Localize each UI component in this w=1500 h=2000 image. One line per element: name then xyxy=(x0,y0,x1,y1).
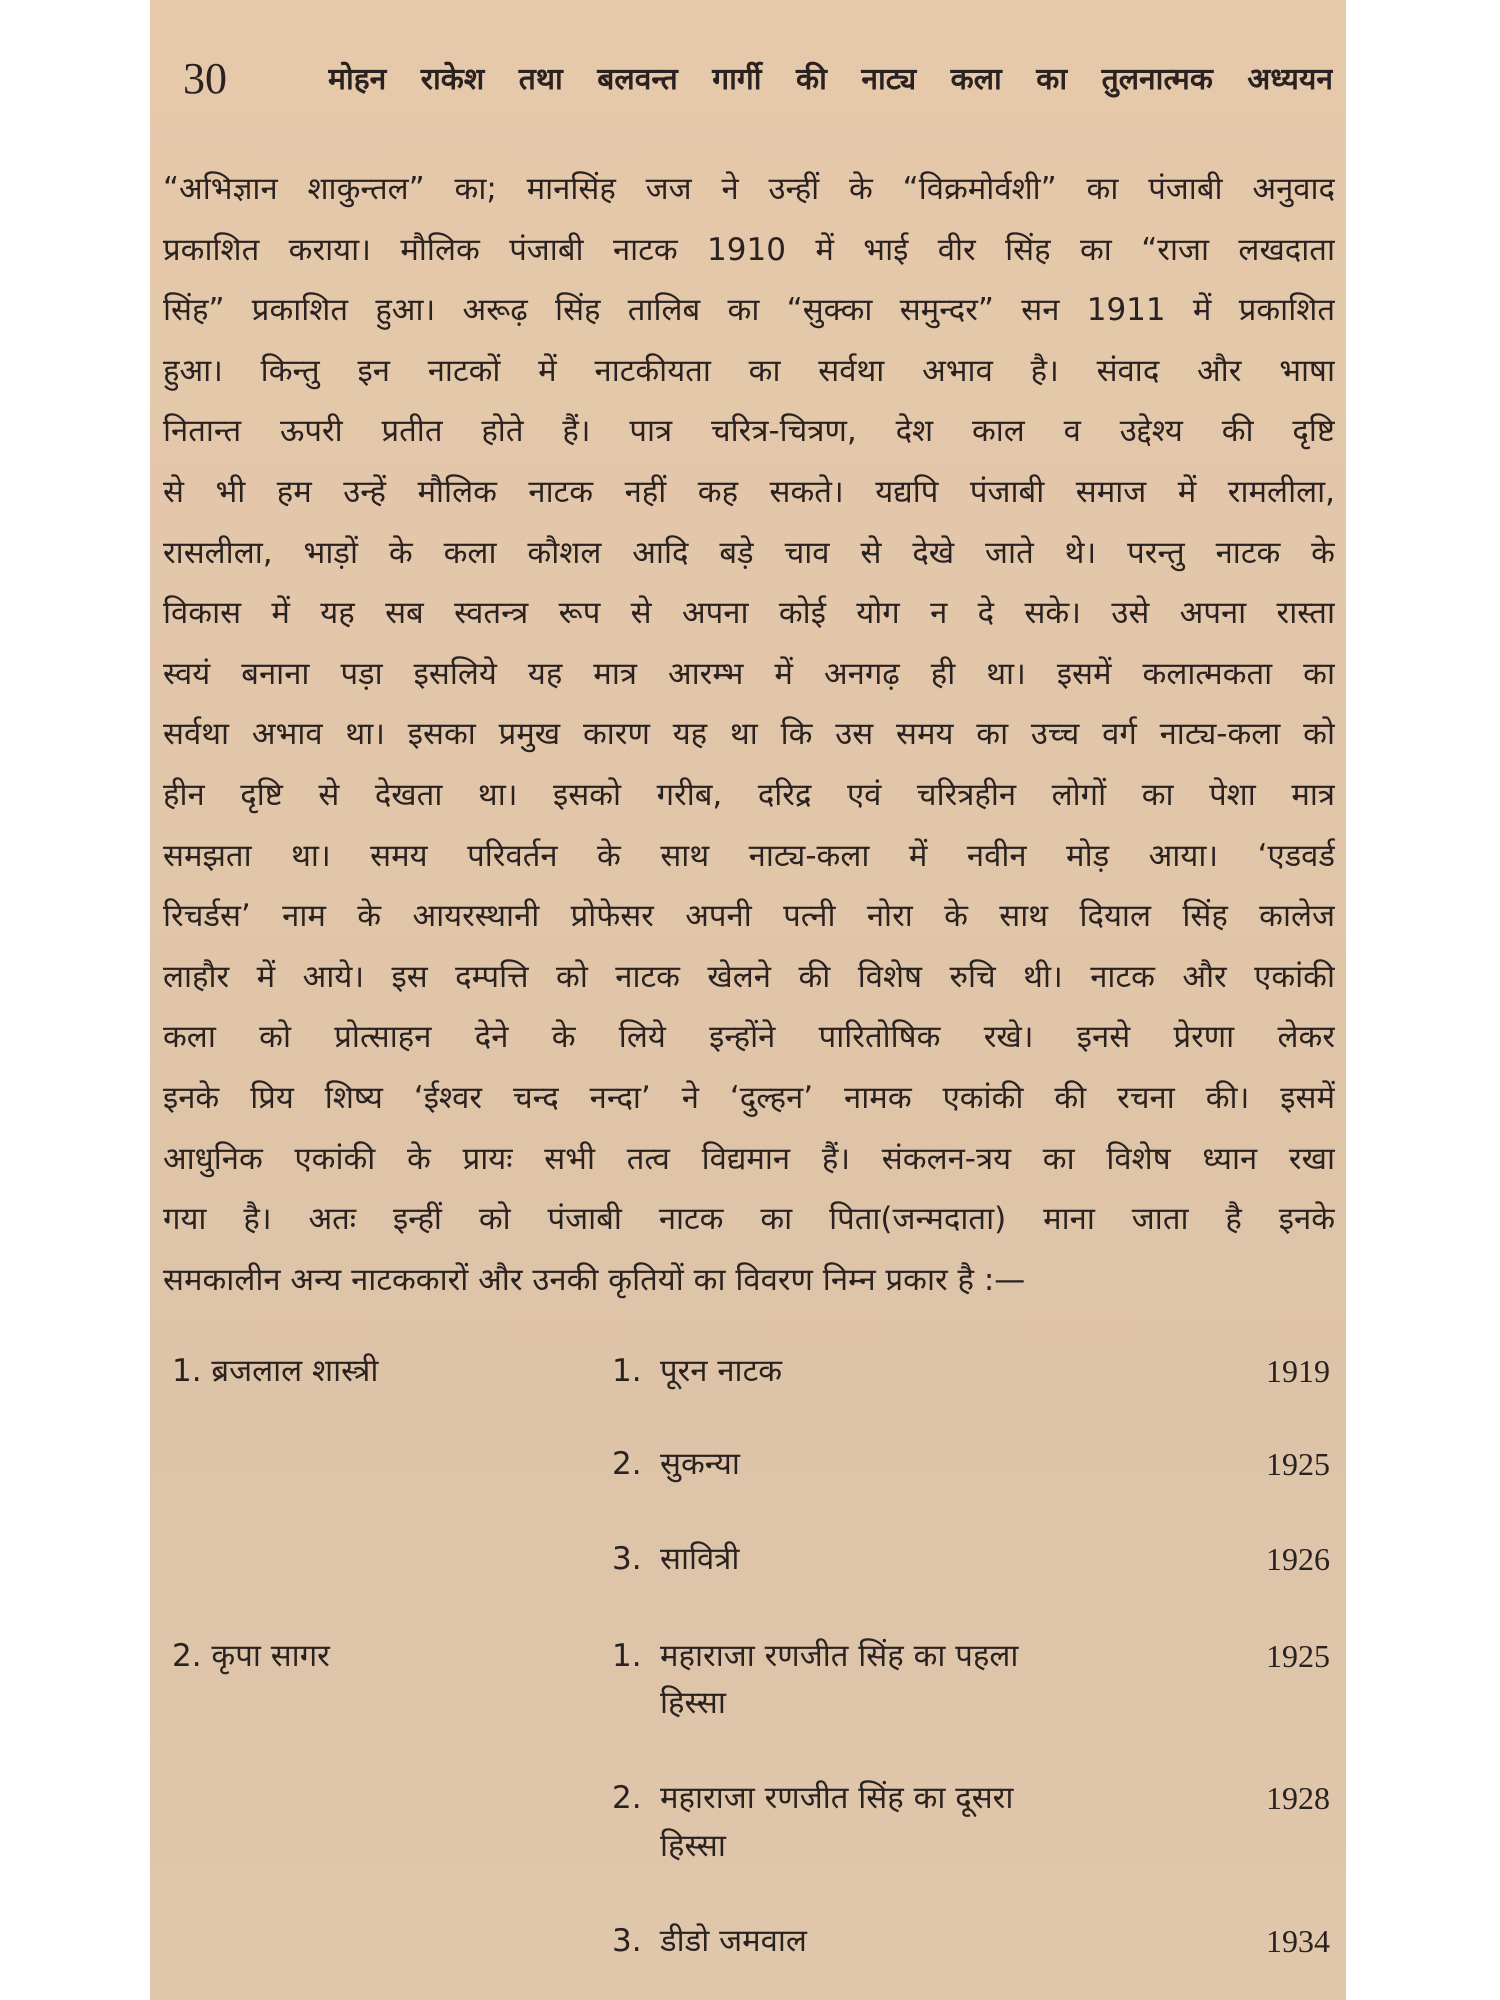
text-line: “अभिज्ञान शाकुन्तल” का; मानसिंह जज ने उन्हीं के “विक्रमोर्वशी” का पंजाबी अनुवाद xyxy=(163,171,1335,207)
text-line: सिंह” प्रकाशित हुआ। अरूढ़ सिंह तालिब का “सुक्का समुन्दर” सन 1911 में प्रकाशित xyxy=(163,292,1335,328)
work-number: 1. xyxy=(612,1353,642,1389)
work-number: 1. xyxy=(612,1638,642,1674)
text-line: समझता था। समय परिवर्तन के साथ नाट्य-कला में नवीन मोड़ आया। ‘एडवर्ड xyxy=(163,838,1335,874)
work-year: 1926 xyxy=(1266,1541,1330,1577)
work-number: 2. xyxy=(612,1780,642,1816)
text-line: कला को प्रोत्साहन देने के लिये इन्होंने पारितोषिक रखे। इनसे प्रेरणा लेकर xyxy=(163,1019,1335,1055)
text-line: सर्वथा अभाव था। इसका प्रमुख कारण यह था कि उस समय का उच्च वर्ग नाट्य-कला को xyxy=(163,716,1335,752)
text-line: नितान्त ऊपरी प्रतीत होते हैं। पात्र चरित्र-चित्रण, देश काल व उद्देश्य की दृष्टि xyxy=(163,413,1335,449)
work-year: 1925 xyxy=(1266,1446,1330,1482)
text-line: लाहौर में आये। इस दम्पत्ति को नाटक खेलने की विशेष रुचि थी। नाटक और एकांकी xyxy=(163,959,1335,995)
page-number: 30 xyxy=(183,54,227,103)
work-year: 1919 xyxy=(1266,1353,1330,1389)
text-line: रिचर्डस’ नाम के आयरस्थानी प्रोफेसर अपनी पत्नी नोरा के साथ दियाल सिंह कालेज xyxy=(163,898,1335,934)
work-year: 1928 xyxy=(1266,1780,1330,1816)
text-line: प्रकाशित कराया। मौलिक पंजाबी नाटक 1910 में भाई वीर सिंह का “राजा लखदाता xyxy=(163,232,1335,268)
author-name: 2. कृपा सागर xyxy=(172,1638,330,1674)
author-name: 1. ब्रजलाल शास्त्री xyxy=(172,1353,379,1389)
work-year: 1934 xyxy=(1266,1923,1330,1959)
text-line: इनके प्रिय शिष्य ‘ईश्वर चन्द नन्दा’ ने ‘दुल्हन’ नामक एकांकी की रचना की। इसमें xyxy=(163,1080,1335,1116)
work-title: डीडो जमवाल xyxy=(660,1923,807,1959)
work-title: पूरन नाटक xyxy=(660,1353,783,1389)
work-number: 3. xyxy=(612,1541,642,1577)
text-line: रासलीला, भाड़ों के कला कौशल आदि बड़े चाव से देखे जाते थे। परन्तु नाटक के xyxy=(163,535,1335,571)
text-line: से भी हम उन्हें मौलिक नाटक नहीं कह सकते। यद्यपि पंजाबी समाज में रामलीला, xyxy=(163,474,1335,510)
work-title-continued: हिस्सा xyxy=(660,1828,726,1864)
work-title: सावित्री xyxy=(660,1541,740,1577)
text-line: आधुनिक एकांकी के प्रायः सभी तत्व विद्यमान हैं। संकलन-त्रय का विशेष ध्यान रखा xyxy=(163,1141,1335,1177)
text-line: स्वयं बनाना पड़ा इसलिये यह मात्र आरम्भ में अनगढ़ ही था। इसमें कलात्मकता का xyxy=(163,656,1335,692)
work-year: 1925 xyxy=(1266,1638,1330,1674)
work-title: महाराजा रणजीत सिंह का पहला xyxy=(660,1638,1019,1674)
work-title-continued: हिस्सा xyxy=(660,1685,726,1721)
text-line: समकालीन अन्य नाटककारों और उनकी कृतियों का विवरण निम्न प्रकार है :— xyxy=(163,1262,1026,1298)
text-line: हीन दृष्टि से देखता था। इसको गरीब, दरिद्र एवं चरित्रहीन लोगों का पेशा मात्र xyxy=(163,777,1335,813)
work-title: सुकन्या xyxy=(660,1446,740,1482)
work-title: महाराजा रणजीत सिंह का दूसरा xyxy=(660,1780,1014,1816)
work-number: 2. xyxy=(612,1446,642,1482)
text-line: विकास में यह सब स्वतन्त्र रूप से अपना कोई योग न दे सके। उसे अपना रास्ता xyxy=(163,595,1335,631)
text-line: हुआ। किन्तु इन नाटकों में नाटकीयता का सर्वथा अभाव है। संवाद और भाषा xyxy=(163,353,1335,389)
work-number: 3. xyxy=(612,1923,642,1959)
text-line: गया है। अतः इन्हीं को पंजाबी नाटक का पिता(जन्मदाता) माना जाता है इनके xyxy=(163,1201,1335,1237)
running-title: मोहन राकेश तथा बलवन्त गार्गी की नाट्य कला का तुलनात्मक अध्ययन xyxy=(328,62,1333,97)
